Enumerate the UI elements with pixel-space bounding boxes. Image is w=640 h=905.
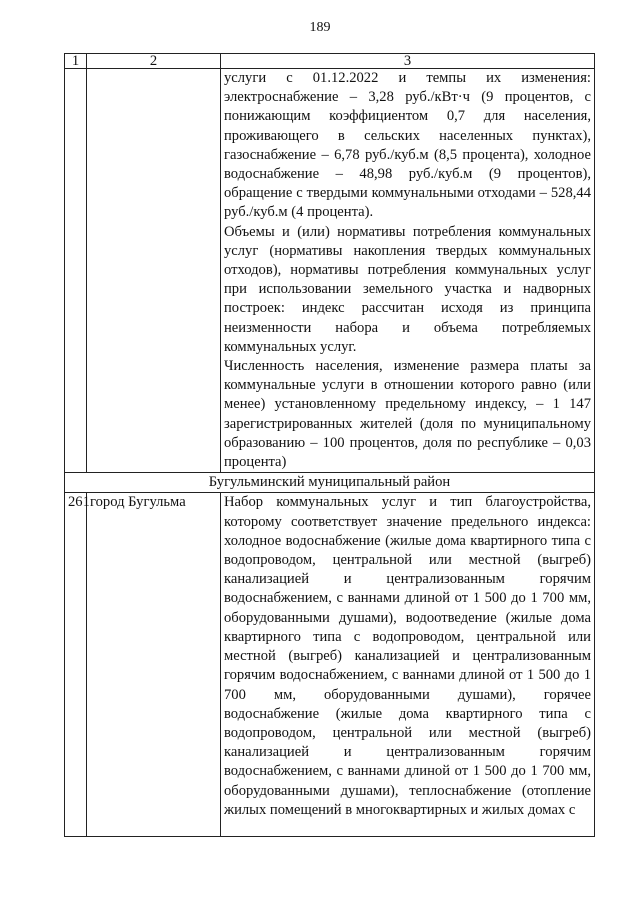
section-title: Бугульминский муниципальный район (65, 473, 595, 493)
paragraph-population: Численность населения, изменение размера платы за коммунальные услуги в отношении которого равно (или менее) установленному предельному индексу, – 1 147 зарегистрированных жителей (доля по муниципальному образованию – 100 процентов, доля по республике – 0,03 процента) (224, 358, 591, 471)
page-number: 189 (309, 20, 331, 35)
row-name: город Бугульма (87, 493, 221, 837)
header-col-3: 3 (221, 54, 595, 69)
table-row-261 (65, 493, 595, 837)
row-text-cell (221, 69, 595, 473)
row-number: 261 (65, 493, 87, 837)
document-table (64, 53, 595, 837)
section-row (65, 473, 595, 493)
row-text-cell (221, 493, 595, 837)
header-col-2: 2 (87, 54, 221, 69)
row-text: Набор коммунальных услуг и тип благоустройства, которому соответствует значение предельного индекса: холодное водоснабжение (жилые дома квартирного типа с водопроводом, центральной или местной (выгреб) канализацией и централизованным горячим водоснабжением, с ваннами длиной от 1 500 до 1 700 мм, оборудованными душами), водоотведение (жилые дома квартирного типа с водопроводом, центральной или местной (выгреб) канализацией и централизованным горячим водоснабжением, с ваннами длиной от 1 500 до 1 700 мм, оборудованными душами), горячее водоснабжение (жилые дома квартирного типа с водопроводом, центральной или местной (выгреб) канализацией и централизованным горячим водоснабжением, с ваннами длиной от 1 500 до 1 700 мм, оборудованными душами), теплоснабжение (отопление жилых помещений в многоквартирных и жилых домах с (224, 494, 591, 818)
table-header-row (65, 54, 595, 69)
table-row-continued (65, 69, 595, 473)
row-number-cell (65, 69, 87, 473)
paragraph-volumes: Объемы и (или) нормативы потребления коммунальных услуг (нормативы накопления твердых коммунальных отходов), нормативы потребления коммунальных услуг при использовании земельного участка и надворных построек: индекс рассчитан исходя из принципа неизменности набора и объема потребляемых коммунальных услуг. (224, 223, 591, 355)
header-col-1: 1 (65, 54, 87, 69)
row-name-cell (87, 69, 221, 473)
paragraph-tariffs: услуги с 01.12.2022 и темпы их изменения: электроснабжение – 3,28 руб./кВт·ч (9 процентов, с понижающим коэффициентом 0,7 для населения, проживающего в сельских населенных пунктах), газоснабжение – 6,78 руб./куб.м (8,5 процента), холодное водоснабжение – 48,98 руб./куб.м (9 процентов), обращение с твердыми коммунальными отходами – 528,44 руб./куб.м (4 процента). (224, 70, 591, 221)
